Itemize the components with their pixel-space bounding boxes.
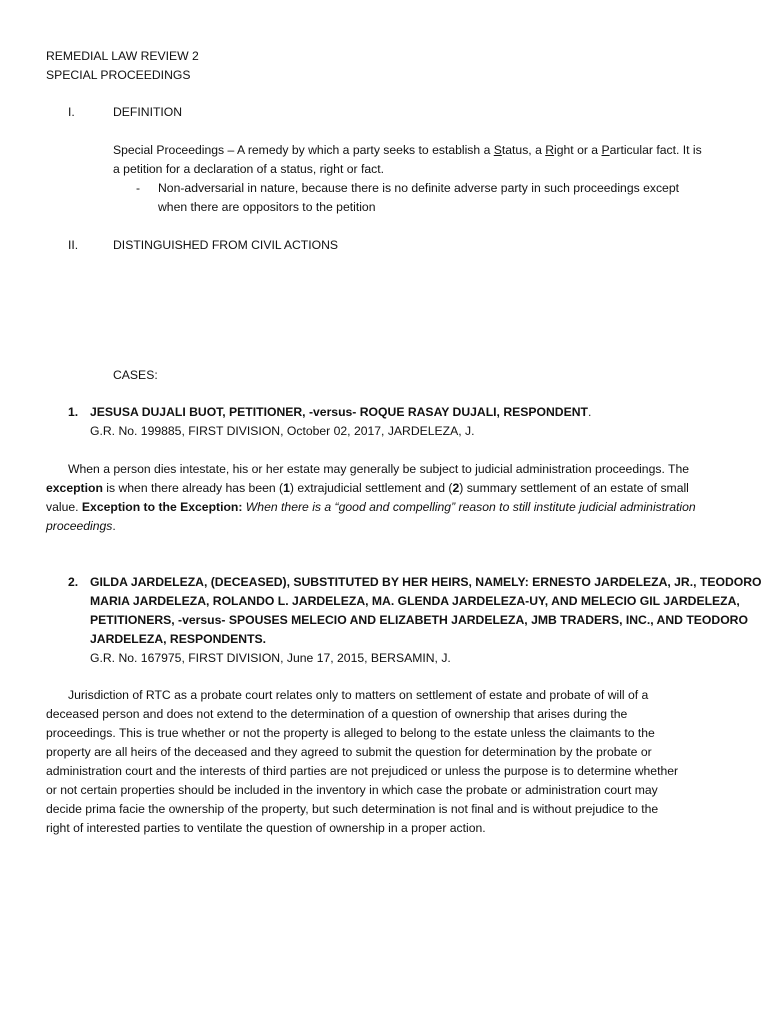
summary-text: value. (46, 500, 82, 514)
case-2-summary-line: decide prima facie the ownership of the property, but such determination is not final and is without prejudice to the (46, 802, 659, 816)
subject-title: SPECIAL PROCEEDINGS (46, 68, 191, 82)
case-2-summary-line: proceedings. This is true whether or not the property is alleged to belong to the estate unless the claimants to the (46, 726, 655, 740)
case-2-summary-line: Jurisdiction of RTC as a probate court relates only to matters on settlement of estate and probate of will of a (68, 688, 649, 702)
exception-term: exception (46, 481, 103, 495)
definition-letter-p: P (601, 143, 610, 157)
item-one: 1 (283, 481, 290, 495)
definition-text: ight or a (554, 143, 602, 157)
case-1-title-text: JESUSA DUJALI BUOT, PETITIONER, -versus- ROQUE RASAY DUJALI, RESPONDENT (90, 405, 588, 419)
summary-text: . (112, 519, 116, 533)
case-2-title-line-1: GILDA JARDELEZA, (DECEASED), SUBSTITUTED BY HER HEIRS, NAMELY: ERNESTO JARDELEZA, JR., TEODORO (90, 575, 762, 589)
summary-text: ) summary settlement of an estate of small (459, 481, 689, 495)
section-2-heading: DISTINGUISHED FROM CIVIL ACTIONS (113, 238, 339, 252)
case-1-summary-line-4 (46, 517, 116, 536)
bullet-line-2: when there are oppositors to the petition (158, 200, 376, 214)
case-1-title-period: . (587, 405, 592, 419)
definition-line-1 (113, 141, 702, 160)
item-two: 2 (452, 481, 460, 495)
section-2-numeral: II. (68, 238, 79, 252)
case-2-summary-line: or not certain properties should be included in the inventory in which case the probate or administration court may (46, 783, 658, 797)
case-2-citation: G.R. No. 167975, FIRST DIVISION, June 17, 2015, BERSAMIN, J. (90, 651, 451, 665)
definition-text: articular fact. It is (609, 143, 702, 157)
case-2-summary-line: property are all heirs of the deceased and they agreed to submit the question for determination by the probate or (46, 745, 652, 759)
cases-label: CASES: (113, 368, 158, 382)
definition-text: tatus, a (501, 143, 546, 157)
section-1-numeral: I. (68, 105, 75, 119)
summary-italic-text: proceedings (46, 519, 113, 533)
case-2-summary-line: administration court and the interests of third parties are not prejudiced or unless the purpose is to determine whether (46, 764, 679, 778)
case-1-summary-line-1: When a person dies intestate, his or her estate may generally be subject to judicial administration proceedings. The (68, 462, 690, 476)
case-2-number: 2. (68, 575, 79, 589)
case-1-title (90, 403, 591, 422)
course-title: REMEDIAL LAW REVIEW 2 (46, 49, 199, 63)
case-2-summary-line: deceased person and does not extend to the determination of a question of ownership that arises during the (46, 707, 628, 721)
definition-letter-r: R (545, 143, 555, 157)
definition-text: Special Proceedings – A remedy by which a party seeks to establish a (113, 143, 494, 157)
case-2-title-line-4: JARDELEZA, RESPONDENTS. (90, 632, 267, 646)
case-1-summary-line-2 (46, 479, 689, 498)
case-2-title-line-3: PETITIONERS, -versus- SPOUSES MELECIO AND ELIZABETH JARDELEZA, JMB TRADERS, INC., AND TEODORO (90, 613, 748, 627)
case-1-citation: G.R. No. 199885, FIRST DIVISION, October 02, 2017, JARDELEZA, J. (90, 424, 475, 438)
summary-text: ) extrajudicial settlement and ( (289, 481, 453, 495)
summary-text: is when there already has been ( (102, 481, 284, 495)
case-1-number: 1. (68, 405, 79, 419)
summary-italic-text: When there is a “good and compelling” reason to still institute judicial administration (242, 500, 696, 514)
definition-letter-s: S (493, 143, 502, 157)
case-2-title-line-2: MARIA JARDELEZA, ROLANDO L. JARDELEZA, MA. GLENDA JARDELEZA-UY, AND MELECIO GIL JARDELEZA, (90, 594, 740, 608)
case-1-summary-line-3 (46, 498, 696, 517)
bullet-dash: - (136, 181, 141, 195)
section-1-heading: DEFINITION (113, 105, 183, 119)
case-2-summary-line: right of interested parties to ventilate the question of ownership in a proper action. (46, 821, 486, 835)
bullet-line-1: Non-adversarial in nature, because there is no definite adverse party in such proceedings except (158, 181, 679, 195)
exception-to-exception-term: Exception to the Exception: (81, 500, 243, 514)
definition-line-2: a petition for a declaration of a status, right or fact. (113, 162, 384, 176)
